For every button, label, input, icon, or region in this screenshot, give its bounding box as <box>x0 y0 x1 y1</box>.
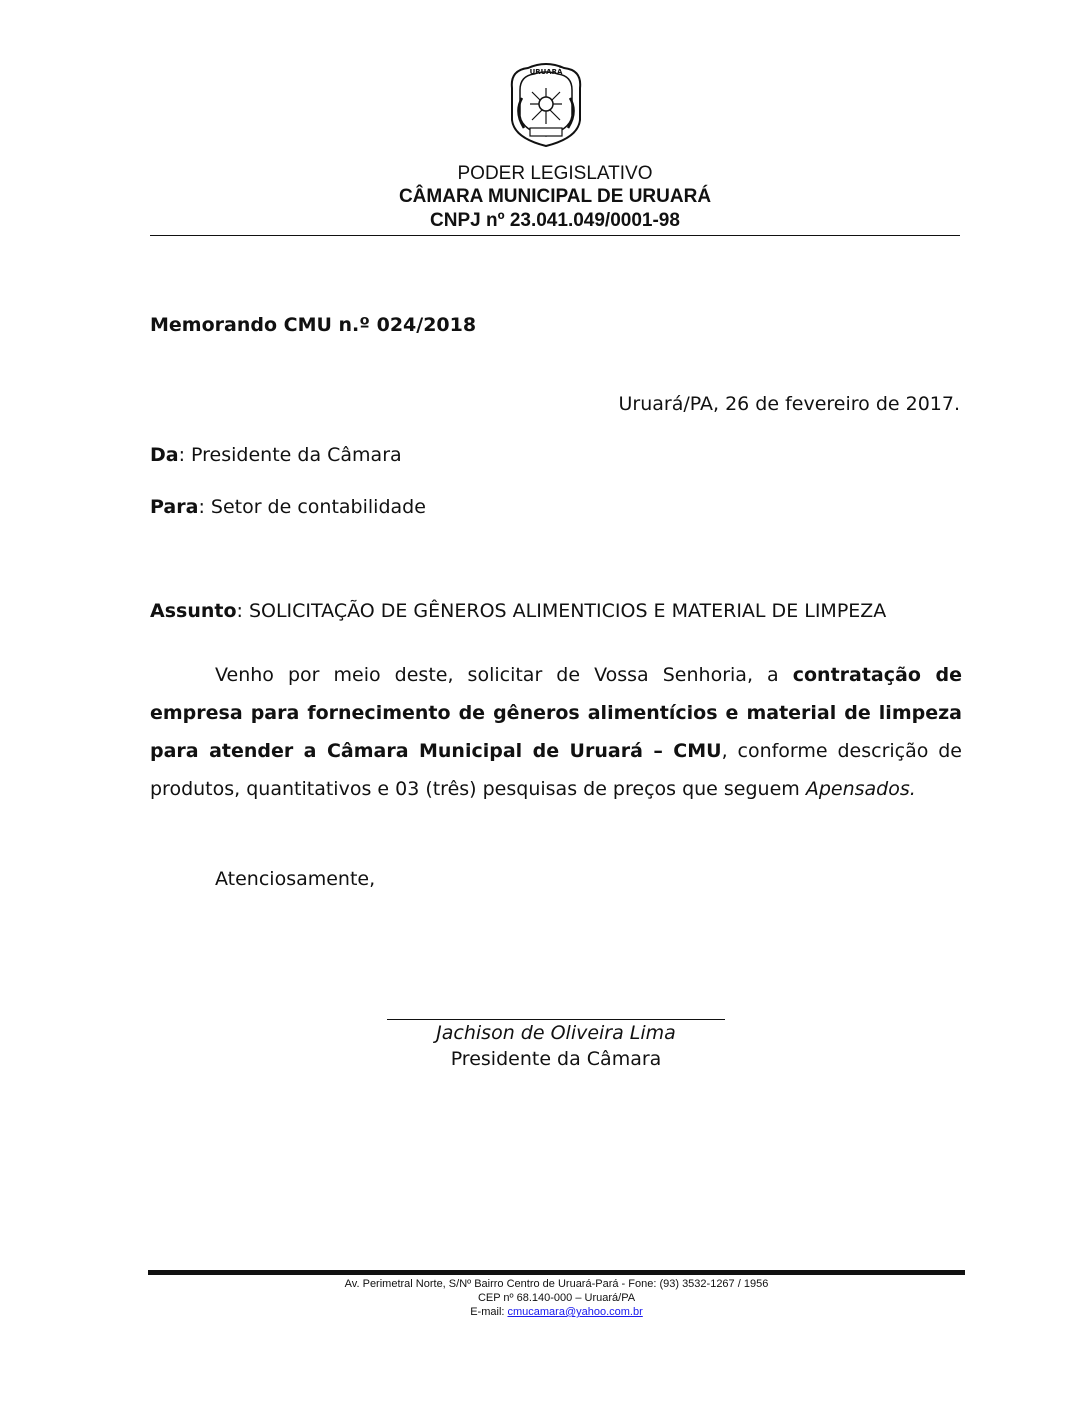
footer-email-line <box>148 1306 965 1319</box>
footer-email-link[interactable]: cmucamara@yahoo.com.br <box>507 1306 643 1318</box>
header-line-3: CNPJ nº 23.041.049/0001-98 <box>430 210 680 231</box>
header-line-1: PODER LEGISLATIVO <box>457 163 653 184</box>
memo-to <box>150 496 426 518</box>
to-label: Para <box>150 496 199 518</box>
signature-name: Jachison de Oliveira Lima <box>436 1022 676 1044</box>
body-bold: contratação de empresa para fornecimento de gêneros alimentícios e material de limpeza para atender a Câmara Municipal de Uruará – CMU <box>150 664 963 762</box>
body-mid: , conforme descrição de produtos, quantitativos e 03 (três) pesquisas de preços que seguem <box>150 740 962 800</box>
from-label: Da <box>150 444 179 466</box>
subject-value: : SOLICITAÇÃO DE GÊNEROS ALIMENTICIOS E MATERIAL DE LIMPEZA <box>236 600 887 622</box>
footer-email-label: E-mail: <box>470 1306 508 1318</box>
memo-from <box>150 444 402 466</box>
memo-subject <box>150 600 886 622</box>
municipal-crest-icon <box>500 58 592 150</box>
header-line-2: CÂMARA MUNICIPAL DE URUARÁ <box>398 186 712 207</box>
signature-role: Presidente da Câmara <box>450 1048 662 1070</box>
body-italic: Apensados. <box>805 778 916 800</box>
from-value: : Presidente da Câmara <box>178 444 402 466</box>
signature-line <box>387 1019 725 1020</box>
body-start: Venho por meio deste, solicitar de Vossa Senhoria, a <box>215 664 793 686</box>
to-value: : Setor de contabilidade <box>198 496 426 518</box>
memo-body <box>150 656 962 808</box>
subject-label: Assunto <box>150 600 237 622</box>
footer-address: Av. Perimetral Norte, S/Nº Bairro Centro de Uruará-Pará - Fone: (93) 3532-1267 / 1956 <box>344 1278 769 1290</box>
footer-cep: CEP nº 68.140-000 – Uruará/PA <box>477 1292 636 1304</box>
memo-closing: Atenciosamente, <box>215 868 376 890</box>
footer-divider <box>148 1270 965 1275</box>
memo-title: Memorando CMU n.º 024/2018 <box>150 314 477 336</box>
header-divider <box>150 235 960 236</box>
crest-text: URUARÁ <box>529 68 563 76</box>
memo-date: Uruará/PA, 26 de fevereiro de 2017. <box>618 393 960 415</box>
